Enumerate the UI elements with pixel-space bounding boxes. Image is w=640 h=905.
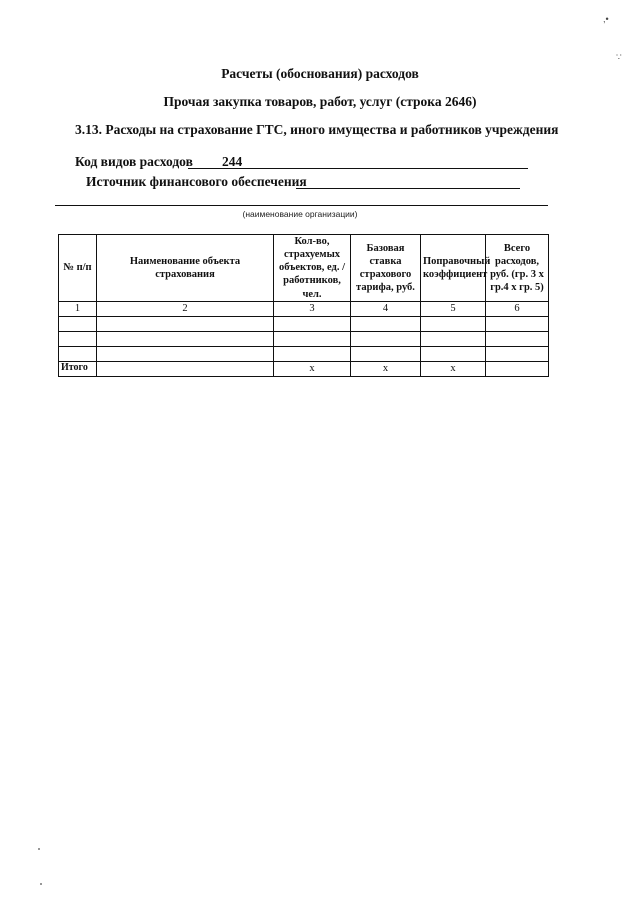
insurance-costs-table [58,234,549,377]
section-title: 3.13. Расходы на страхование ГТС, иного имущества и работников учреждения [75,122,559,137]
table-cell [274,346,351,361]
scan-dot [38,848,40,850]
table-header-row [59,235,549,302]
table-cell [274,316,351,331]
table-cell [421,346,486,361]
table-cell [486,346,549,361]
column-header: Поправочный коэффициент [421,235,486,302]
total-row [59,361,549,376]
table-cell [486,316,549,331]
page-title: Расчеты (обоснования) расходов [221,66,419,81]
column-number: 1 [59,301,97,316]
expense-code-label: Код видов расходов [75,154,193,169]
column-header: Кол-во, страхуемых объектов, ед. / работников, чел. [274,235,351,302]
column-number: 3 [274,301,351,316]
funding-source-label: Источник финансового обеспечения [86,174,307,189]
table-cell [274,331,351,346]
table-cell [421,331,486,346]
margin-mark: ∵ [616,52,622,62]
total-cell: х [351,361,421,376]
total-cell [486,361,549,376]
table-cell [486,331,549,346]
total-label: Итого [59,361,97,376]
column-number: 2 [97,301,274,316]
table-cell [97,316,274,331]
table-cell [421,316,486,331]
table-cell [59,346,97,361]
table-cell [351,346,421,361]
page-subtitle: Прочая закупка товаров, работ, услуг (строка 2646) [163,94,477,109]
total-cell [97,361,274,376]
table-cell [97,346,274,361]
column-header: Базовая ставка страхового тарифа, руб. [351,235,421,302]
margin-mark: ,• [603,14,609,24]
table-row [59,316,549,331]
column-number: 4 [351,301,421,316]
column-number: 6 [486,301,549,316]
expense-code-value: 244 [222,154,243,169]
table-cell [351,316,421,331]
organization-caption: (наименование организации) [242,209,358,219]
total-cell: х [421,361,486,376]
column-number-row [59,301,549,316]
table-cell [351,331,421,346]
column-header: Всего расходов, руб. (гр. 3 х гр.4 х гр. 5) [486,235,549,302]
funding-source-underline [296,188,520,189]
column-header: № п/п [59,235,97,302]
table-cell [59,316,97,331]
column-number: 5 [421,301,486,316]
column-header: Наименование объекта страхования [97,235,274,302]
table-cell [59,331,97,346]
table-cell [97,331,274,346]
organization-line [55,205,548,206]
scan-dot [40,883,42,885]
table-row [59,346,549,361]
total-cell: х [274,361,351,376]
table-row [59,331,549,346]
